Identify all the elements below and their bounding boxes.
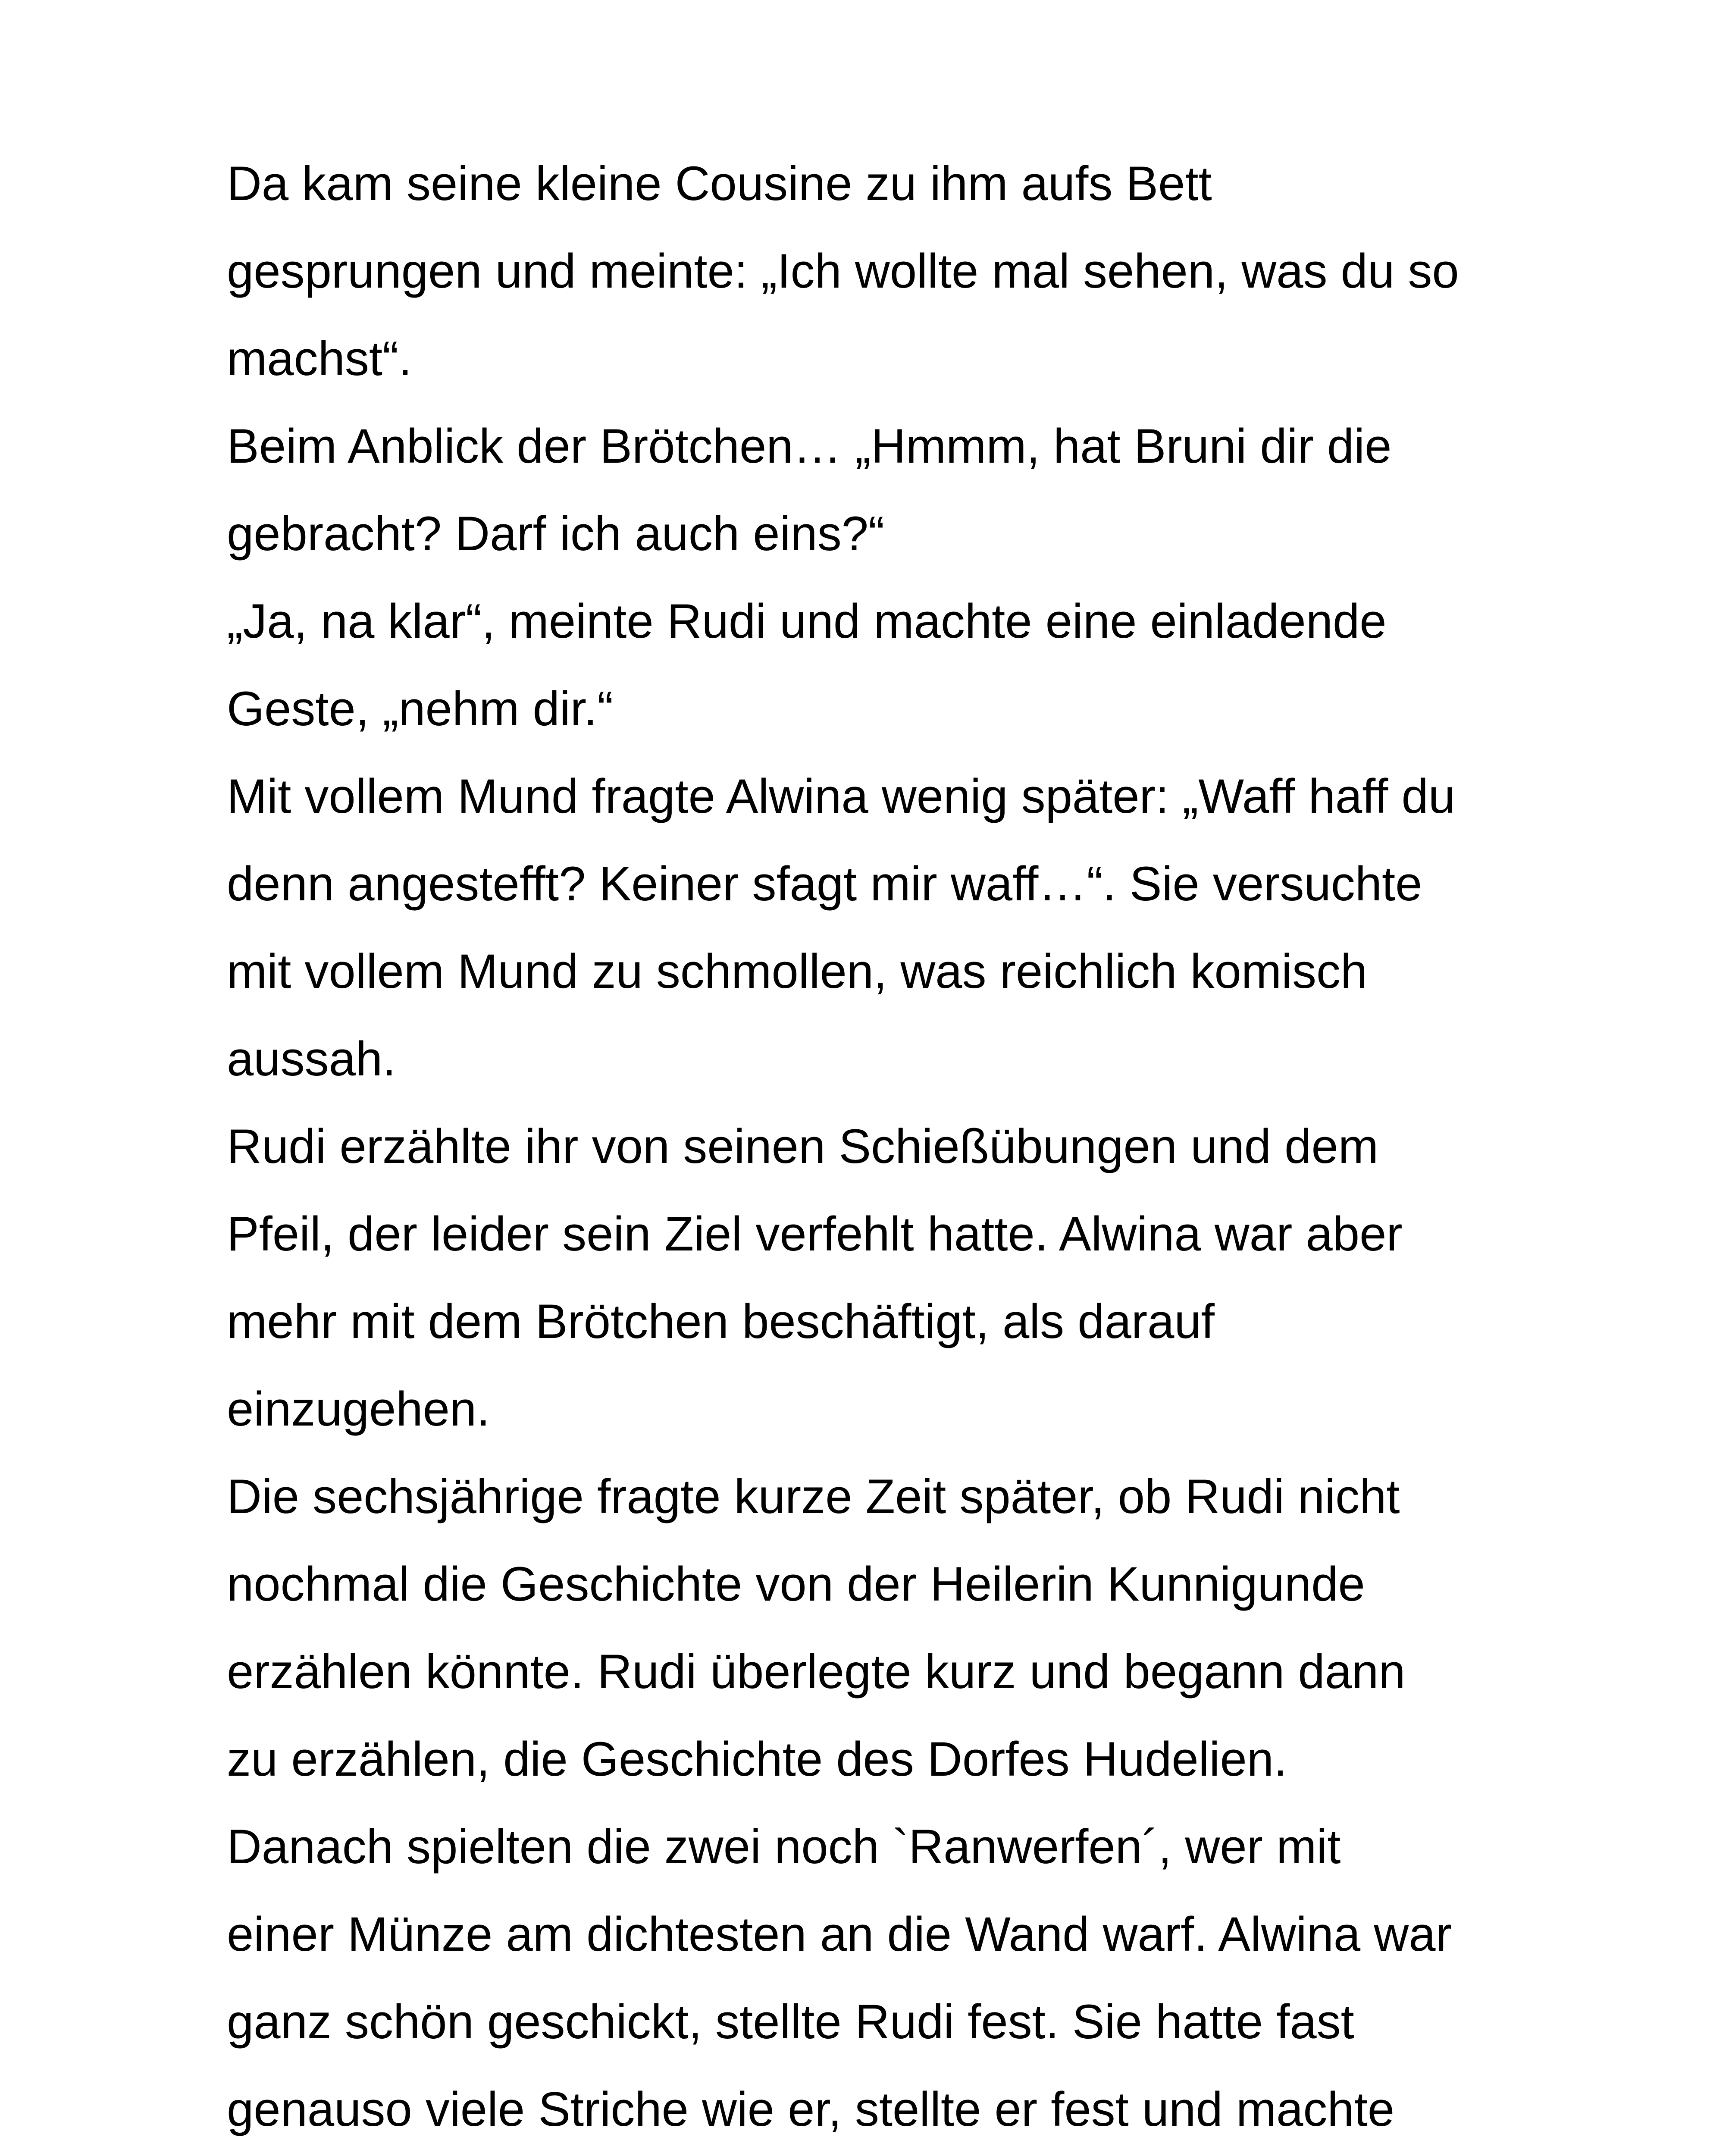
- text-line: [227, 2153, 1607, 2156]
- text-line: genauso viele Striche wie er, stellte er fest und machte: [227, 2082, 1395, 2136]
- text-line: ganz schön geschickt, stellte Rudi fest. Sie hatte fast: [227, 1995, 1354, 2049]
- text-line: einer Münze am dichtesten an die Wand warf. Alwina war: [227, 1907, 1452, 1961]
- text-line: erzählen könnte. Rudi überlegte kurz und begann dann: [227, 1645, 1406, 1698]
- text-line: nochmal die Geschichte von der Heilerin Kunnigunde: [227, 1557, 1365, 1611]
- text-line: Mit vollem Mund fragte Alwina wenig später: „Waff haff du: [227, 769, 1456, 823]
- text-line: Die sechsjährige fragte kurze Zeit später, ob Rudi nicht: [227, 1470, 1400, 1523]
- text-line: einzugehen.: [227, 1382, 490, 1436]
- text-line: „Ja, na klar“, meinte Rudi und machte eine einladende: [227, 594, 1387, 648]
- text-line: Beim Anblick der Brötchen… „Hmmm, hat Bruni dir die: [227, 419, 1392, 473]
- text-line: mehr mit dem Brötchen beschäftigt, als darauf: [227, 1294, 1215, 1348]
- text-line: mit vollem Mund zu schmollen, was reichlich komisch: [227, 944, 1368, 998]
- text-line: Rudi erzählte ihr von seinen Schießübungen und dem: [227, 1119, 1379, 1173]
- text-line: machst“.: [227, 332, 412, 385]
- text-line: Pfeil, der leider sein Ziel verfehlt hatte. Alwina war aber: [227, 1207, 1403, 1261]
- text-line: Geste, „nehm dir.“: [227, 682, 614, 736]
- text-line: denn angestefft? Keiner sfagt mir waff…“. Sie versuchte: [227, 857, 1422, 911]
- text-line: gesprungen und meinte: „Ich wollte mal sehen, was du so: [227, 244, 1459, 298]
- text-line: Danach spielten die zwei noch `Ranwerfen´, wer mit: [227, 1820, 1341, 1874]
- text-line: zu erzählen, die Geschichte des Dorfes Hudelien.: [227, 1732, 1287, 1786]
- text-line: gebracht? Darf ich auch eins?“: [227, 507, 885, 561]
- text-line: Da kam seine kleine Cousine zu ihm aufs Bett: [227, 157, 1212, 210]
- body-text: [227, 140, 1607, 2156]
- text-line: aussah.: [227, 1032, 396, 1086]
